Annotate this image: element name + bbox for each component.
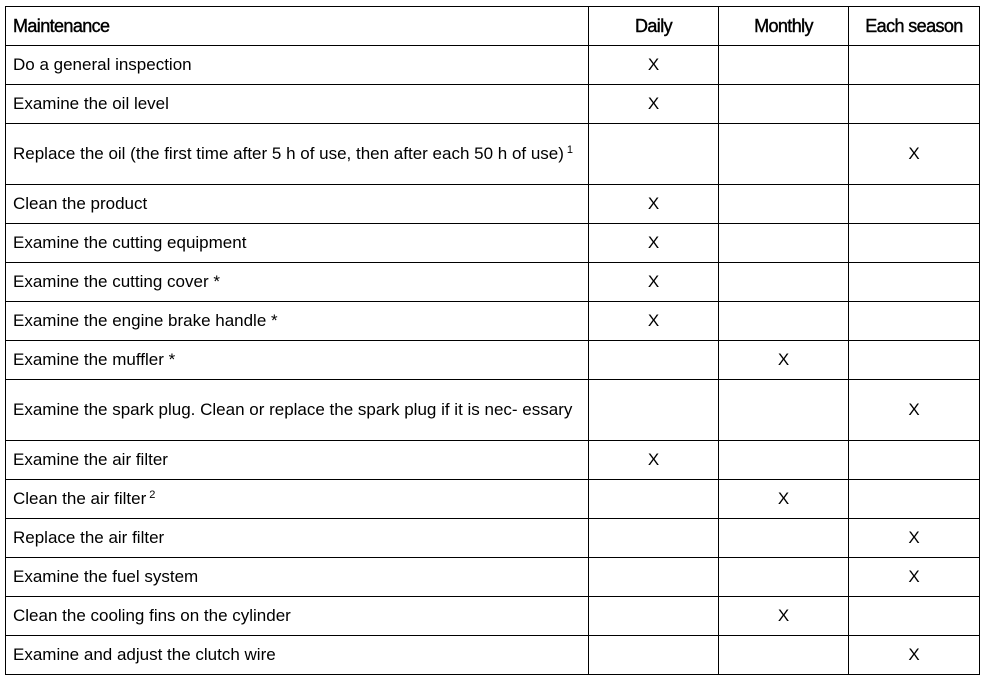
season-cell: X [849, 124, 980, 185]
daily-cell [589, 558, 719, 597]
monthly-cell [719, 636, 849, 675]
table-row [6, 441, 980, 480]
season-cell: X [849, 380, 980, 441]
task-label: Clean the cooling fins on the cylinder [13, 606, 291, 625]
daily-cell: X [589, 302, 719, 341]
table-row [6, 185, 980, 224]
season-cell [849, 441, 980, 480]
task-label: Clean the product [13, 194, 148, 213]
task-label: Examine the engine brake handle * [13, 311, 278, 330]
daily-cell [589, 124, 719, 185]
monthly-cell [719, 519, 849, 558]
table-row [6, 46, 980, 85]
monthly-cell [719, 441, 849, 480]
monthly-cell [719, 263, 849, 302]
task-label: Examine and adjust the clutch wire [13, 645, 276, 664]
task-cell [6, 558, 589, 597]
monthly-cell [719, 380, 849, 441]
table-row [6, 124, 980, 185]
task-cell [6, 124, 589, 185]
task-label: Do a general inspection [13, 55, 192, 74]
header-each-season: Each season [849, 7, 980, 46]
daily-cell [589, 519, 719, 558]
task-cell [6, 441, 589, 480]
season-cell: X [849, 558, 980, 597]
table-row [6, 597, 980, 636]
table-row [6, 341, 980, 380]
footnote-marker: 1 [566, 144, 574, 156]
header-row [6, 7, 980, 46]
task-cell [6, 224, 589, 263]
monthly-cell: X [719, 341, 849, 380]
table-row [6, 85, 980, 124]
monthly-cell [719, 124, 849, 185]
monthly-cell [719, 224, 849, 263]
season-cell [849, 46, 980, 85]
header-maintenance: Maintenance [6, 7, 589, 46]
monthly-cell [719, 558, 849, 597]
season-cell [849, 185, 980, 224]
header-daily: Daily [589, 7, 719, 46]
season-cell [849, 224, 980, 263]
monthly-cell: X [719, 597, 849, 636]
task-cell [6, 480, 589, 519]
footnote-marker: 2 [149, 489, 156, 501]
maintenance-table [5, 6, 980, 675]
daily-cell [589, 341, 719, 380]
task-label: Replace the oil (the first time after 5 h of use, then after each 50 h of use) [13, 144, 564, 163]
season-cell: X [849, 636, 980, 675]
season-cell [849, 302, 980, 341]
daily-cell: X [589, 46, 719, 85]
task-cell [6, 85, 589, 124]
task-label: Examine the air filter [13, 450, 168, 469]
daily-cell: X [589, 224, 719, 263]
task-cell [6, 519, 589, 558]
table-row [6, 302, 980, 341]
maintenance-schedule [5, 6, 980, 675]
task-label: Examine the cutting equipment [13, 233, 247, 252]
daily-cell: X [589, 185, 719, 224]
daily-cell: X [589, 441, 719, 480]
task-cell [6, 263, 589, 302]
task-cell [6, 380, 589, 441]
table-row [6, 558, 980, 597]
monthly-cell [719, 302, 849, 341]
table-row [6, 224, 980, 263]
daily-cell [589, 480, 719, 519]
monthly-cell [719, 85, 849, 124]
season-cell [849, 480, 980, 519]
daily-cell: X [589, 85, 719, 124]
task-label: Examine the cutting cover * [13, 272, 220, 291]
task-cell [6, 341, 589, 380]
header-monthly: Monthly [719, 7, 849, 46]
task-cell [6, 597, 589, 636]
table-row [6, 636, 980, 675]
task-cell [6, 302, 589, 341]
table-row [6, 263, 980, 302]
season-cell [849, 597, 980, 636]
table-row [6, 480, 980, 519]
task-cell [6, 46, 589, 85]
table-row [6, 380, 980, 441]
daily-cell [589, 380, 719, 441]
daily-cell: X [589, 263, 719, 302]
season-cell: X [849, 519, 980, 558]
daily-cell [589, 636, 719, 675]
monthly-cell [719, 185, 849, 224]
daily-cell [589, 597, 719, 636]
task-cell [6, 636, 589, 675]
task-label: Examine the fuel system [13, 567, 199, 586]
season-cell [849, 341, 980, 380]
task-label: Examine the spark plug. Clean or replace the spark plug if it is nec- essary [13, 400, 573, 419]
task-label: Examine the oil level [13, 94, 169, 113]
task-cell [6, 185, 589, 224]
table-row [6, 519, 980, 558]
season-cell [849, 263, 980, 302]
monthly-cell: X [719, 480, 849, 519]
task-label: Clean the air filter [13, 489, 147, 508]
task-label: Replace the air filter [13, 528, 165, 547]
season-cell [849, 85, 980, 124]
task-label: Examine the muffler * [13, 350, 176, 369]
monthly-cell [719, 46, 849, 85]
